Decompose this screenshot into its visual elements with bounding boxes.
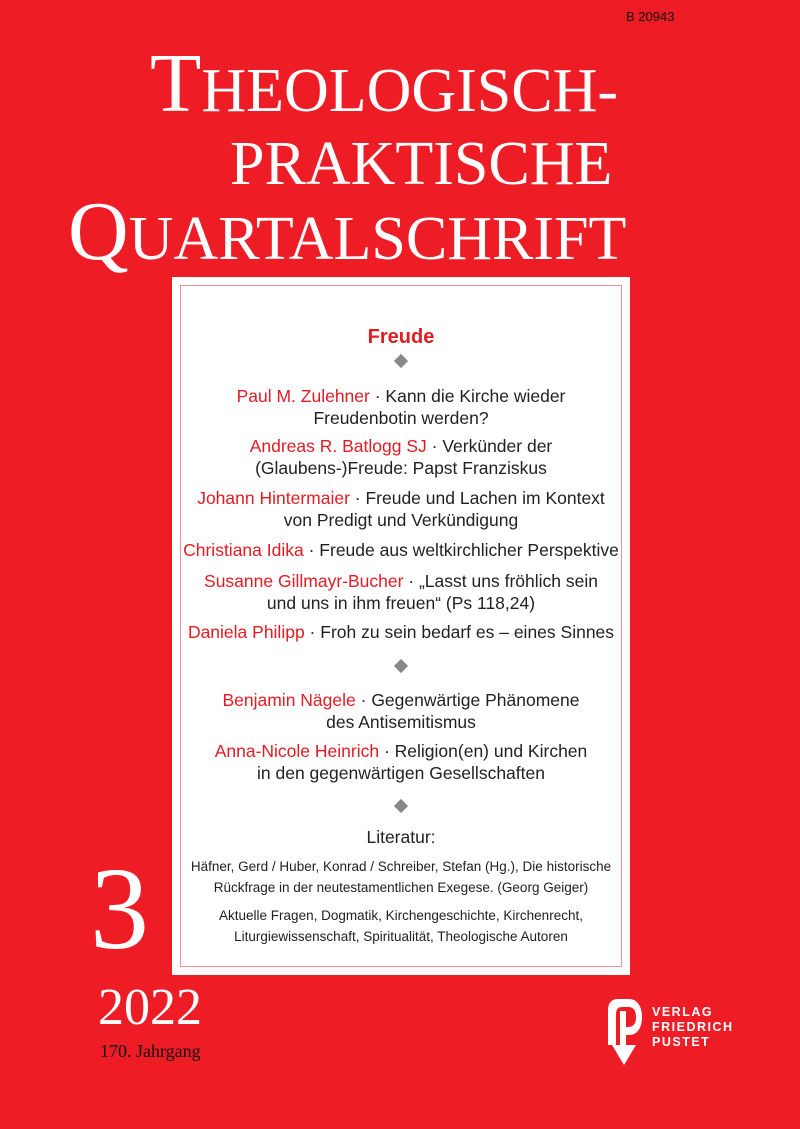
literatur-line: Rückfrage in der neutestamentlichen Exegese. (Georg Geiger): [213, 880, 589, 895]
literatur-line: Liturgiewissenschaft, Spiritualität, Theologische Autoren: [234, 929, 568, 944]
topic-heading: Freude: [367, 326, 435, 348]
entry-title: Verkünder der: [442, 436, 553, 456]
title-rest: UARTALSCHRIFT: [128, 205, 627, 273]
entry-title: Freude und Lachen im Kontext: [365, 488, 605, 508]
literatur-line: Häfner, Gerd / Huber, Konrad / Schreiber, Stefan (Hg.), Die historische: [190, 859, 612, 874]
toc-entry: Christiana Idika · Freude aus weltkirchlicher Perspektive: [183, 540, 619, 560]
issn-code: B 20943: [626, 9, 675, 24]
entry-title: Froh zu sein bedarf es – eines Sinnes: [320, 622, 615, 642]
title-initial: T: [150, 37, 202, 130]
entry-title-cont: des Antisemitismus: [326, 712, 476, 732]
volume-label: 170. Jahrgang: [100, 1041, 201, 1061]
entry-title: Kann die Kirche wieder: [385, 386, 566, 406]
issue-year: 2022: [98, 979, 202, 1036]
entry-title: Freude aus weltkirchlicher Perspektive: [319, 540, 619, 560]
publisher-name: [652, 1005, 734, 1050]
publisher-line: FRIEDRICH: [652, 1020, 734, 1034]
toc-entry: Johann Hintermaier · Freude und Lachen im Kontext: [197, 488, 605, 508]
entry-title-cont: (Glaubens-)Freude: Papst Franziskus: [255, 458, 547, 478]
toc-entry: Andreas R. Batlogg SJ · Verkünder der: [249, 436, 553, 456]
table-of-contents: [172, 0, 630, 1129]
literatur-heading: Literatur:: [366, 827, 436, 847]
entry-author: Benjamin Nägele: [222, 690, 356, 710]
entry-title: „Lasst uns fröhlich sein: [418, 571, 598, 591]
toc-entry: Benjamin Nägele · Gegenwärtige Phänomene: [222, 690, 580, 710]
separator-diamond: [394, 354, 408, 368]
title-initial: Q: [68, 185, 129, 278]
publisher-line: VERLAG: [652, 1005, 714, 1019]
toc-entry: Susanne Gillmayr-Bucher · „Lasst uns fröhlich sein: [204, 571, 598, 591]
toc-entry: Paul M. Zulehner · Kann die Kirche wieder: [236, 386, 566, 406]
entry-title: Gegenwärtige Phänomene: [371, 690, 580, 710]
separator-diamond: [394, 659, 408, 673]
toc-entry: Anna-Nicole Heinrich · Religion(en) und Kirchen: [214, 741, 588, 761]
title-rest: HEOLOGISCH-: [201, 57, 619, 125]
separator-diamond: [394, 799, 408, 813]
entry-author: Susanne Gillmayr-Bucher: [204, 571, 404, 591]
issue-number: 3: [90, 843, 149, 974]
entry-title: Religion(en) und Kirchen: [394, 741, 588, 761]
entry-author: Johann Hintermaier: [197, 488, 350, 508]
entry-author: Christiana Idika: [183, 540, 304, 560]
entry-author: Andreas R. Batlogg SJ: [249, 436, 427, 456]
publisher-line: PUSTET: [652, 1035, 711, 1049]
entry-title-cont: von Predigt und Verkündigung: [283, 510, 519, 530]
entry-author: Paul M. Zulehner: [236, 386, 370, 406]
entry-title-cont: Freudenbotin werden?: [313, 408, 489, 428]
literatur-line: Aktuelle Fragen, Dogmatik, Kirchengeschichte, Kirchenrecht,: [219, 908, 583, 923]
publisher-logo-icon: [604, 995, 644, 1067]
entry-title-cont: in den gegenwärtigen Gesellschaften: [257, 763, 545, 783]
entry-title-cont: und uns in ihm freuen“ (Ps 118,24): [266, 593, 536, 613]
entry-author: Daniela Philipp: [187, 622, 305, 642]
title-line-2: PRAKTISCHE: [230, 130, 613, 198]
entry-author: Anna-Nicole Heinrich: [214, 741, 380, 761]
toc-entry: Daniela Philipp · Froh zu sein bedarf es – eines Sinnes: [187, 622, 615, 642]
